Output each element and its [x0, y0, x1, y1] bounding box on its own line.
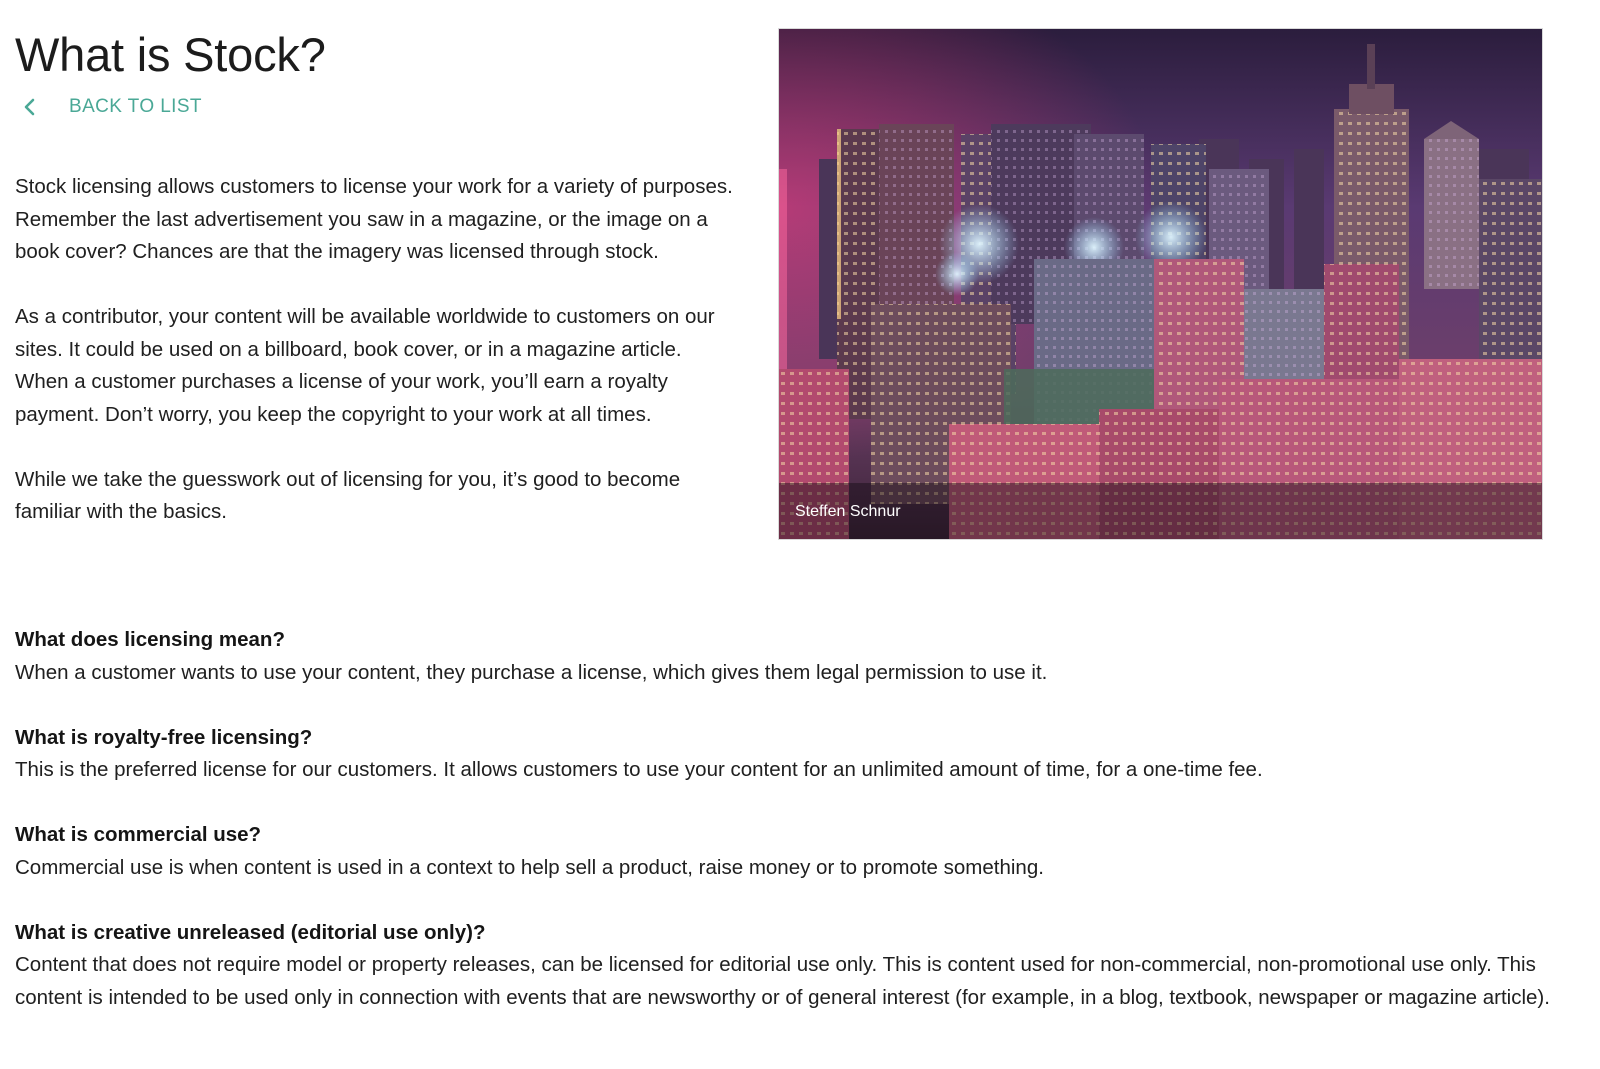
city-skyline-illustration — [779, 29, 1542, 539]
faq-answer: Content that does not require model or property releases, can be licensed for editorial use only. This is content used for non-commercial, non-promotional use only. This content is intended to be used only in connection with events that are newsworthy or of general interest (for example, in a blog, textbook, newspaper or magazine article). — [15, 953, 1550, 1009]
faq-answer: This is the preferred license for our customers. It allows customers to use your content for an unlimited amount of time, for a one-time fee. — [15, 758, 1263, 781]
faq-answer: When a customer wants to use your content, they purchase a license, which gives them legal permission to use it. — [15, 660, 1048, 684]
faq-question: What does licensing mean? — [15, 628, 285, 651]
back-to-list-label: BACK TO LIST — [69, 96, 202, 117]
faq-question: What is creative unreleased (editorial use only)? — [15, 920, 486, 944]
intro-paragraph: While we take the guesswork out of licensing for you, it’s good to become familiar with the basics. — [15, 467, 681, 523]
intro-paragraph: As a contributor, your content will be available worldwide to customers on our sites. It could be used on a billboard, book cover, or in a magazine article. When a customer purchases a license of your work, you’ll earn a royalty payment. Don’t worry, you keep the copyright to your work at all times. — [15, 305, 715, 426]
faq-answer: Commercial use is when content is used in a context to help sell a product, raise money or to promote something. — [15, 855, 1044, 879]
faq-section — [15, 624, 1555, 1047]
faq-question: What is commercial use? — [15, 823, 262, 846]
photo-credit: Steffen Schnur — [795, 503, 901, 520]
faq-item — [15, 722, 1555, 787]
city-night-photo — [778, 28, 1543, 540]
faq-item — [15, 819, 1555, 884]
faq-question: What is royalty-free licensing? — [15, 725, 313, 749]
faq-item — [15, 624, 1555, 689]
faq-item — [15, 917, 1555, 1015]
page-title: What is Stock? — [15, 28, 326, 81]
back-to-list-link[interactable] — [15, 92, 202, 122]
intro-paragraph: Stock licensing allows customers to license your work for a variety of purposes. Remember the last advertisement you saw in a magazine, or the image on a book cover? Chances are that the imagery was licensed through stock. — [15, 175, 733, 263]
intro-section — [15, 171, 735, 561]
chevron-left-icon — [15, 92, 45, 122]
